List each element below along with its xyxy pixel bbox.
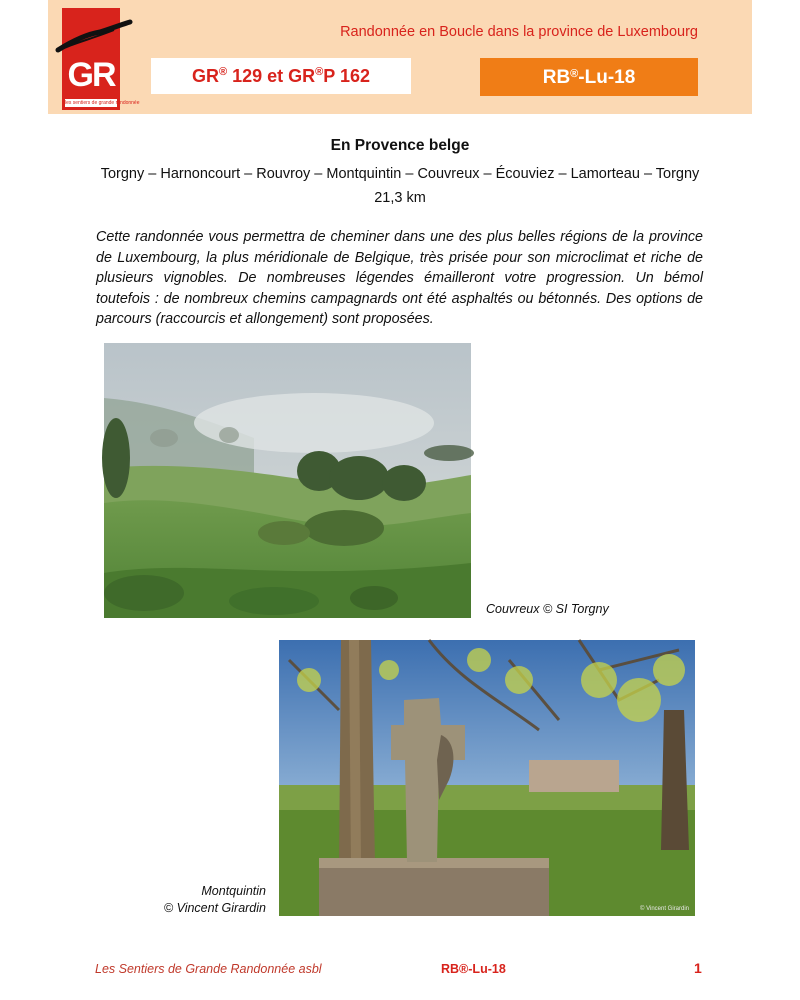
page-number: 1 bbox=[694, 960, 702, 976]
photo-watermark: © Vincent Girardin bbox=[640, 906, 689, 912]
reg-mark: ® bbox=[219, 66, 228, 78]
rb-label-part1: RB bbox=[542, 67, 571, 88]
rb-label-box bbox=[480, 58, 698, 96]
caption-couvreux: Couvreux © SI Torgny bbox=[486, 602, 609, 616]
photo-couvreux bbox=[104, 343, 471, 618]
region-title: Randonnée en Boucle dans la province de Luxembourg bbox=[340, 24, 698, 40]
logo-text: GR bbox=[67, 56, 115, 94]
distance: 21,3 km bbox=[374, 190, 426, 206]
caption-montquintin bbox=[140, 883, 266, 917]
photo-montquintin bbox=[279, 640, 695, 916]
footer-organization: Les Sentiers de Grande Randonnée asbl bbox=[95, 962, 322, 976]
footer-route-code: RB®-Lu-18 bbox=[441, 962, 506, 976]
page-title: En Provence belge bbox=[330, 137, 470, 154]
intro-paragraph: Cette randonnée vous permettra de cheminer dans une des plus belles régions de la province de Luxembourg, la plus méridionale de Belgique, très prisée pour son microclimat et riche de plusieurs vignobles. De nombreuses légendes émailleront votre progression. Un bémol toutefois : de nombreux chemins campagnards ont été asphaltés ou bétonnés. Des options de parcours (raccourcis et allongement) sont proposées. bbox=[96, 229, 703, 327]
caption-montquintin-credit: © Vincent Girardin bbox=[163, 901, 266, 915]
rb-label-part2: -Lu-18 bbox=[578, 67, 636, 88]
caption-montquintin-place: Montquintin bbox=[201, 884, 266, 898]
reg-mark: ® bbox=[315, 66, 324, 78]
route-description: Torgny – Harnoncourt – Rouvroy – Montquintin – Couvreux – Écouviez – Lamorteau – Torgny bbox=[100, 166, 700, 182]
gr-logo-icon bbox=[62, 8, 140, 110]
header-band bbox=[48, 0, 752, 114]
gr-label-part3: P 162 bbox=[323, 66, 370, 86]
reg-mark: ® bbox=[570, 68, 579, 80]
gr-label-part2: 129 et GR bbox=[232, 66, 316, 86]
gr-label-part1: GR bbox=[192, 66, 219, 86]
logo-brush-stroke bbox=[54, 20, 134, 54]
gr-label-box bbox=[151, 58, 411, 94]
logo-strip: les sentiers de grande randonnée bbox=[65, 100, 140, 106]
